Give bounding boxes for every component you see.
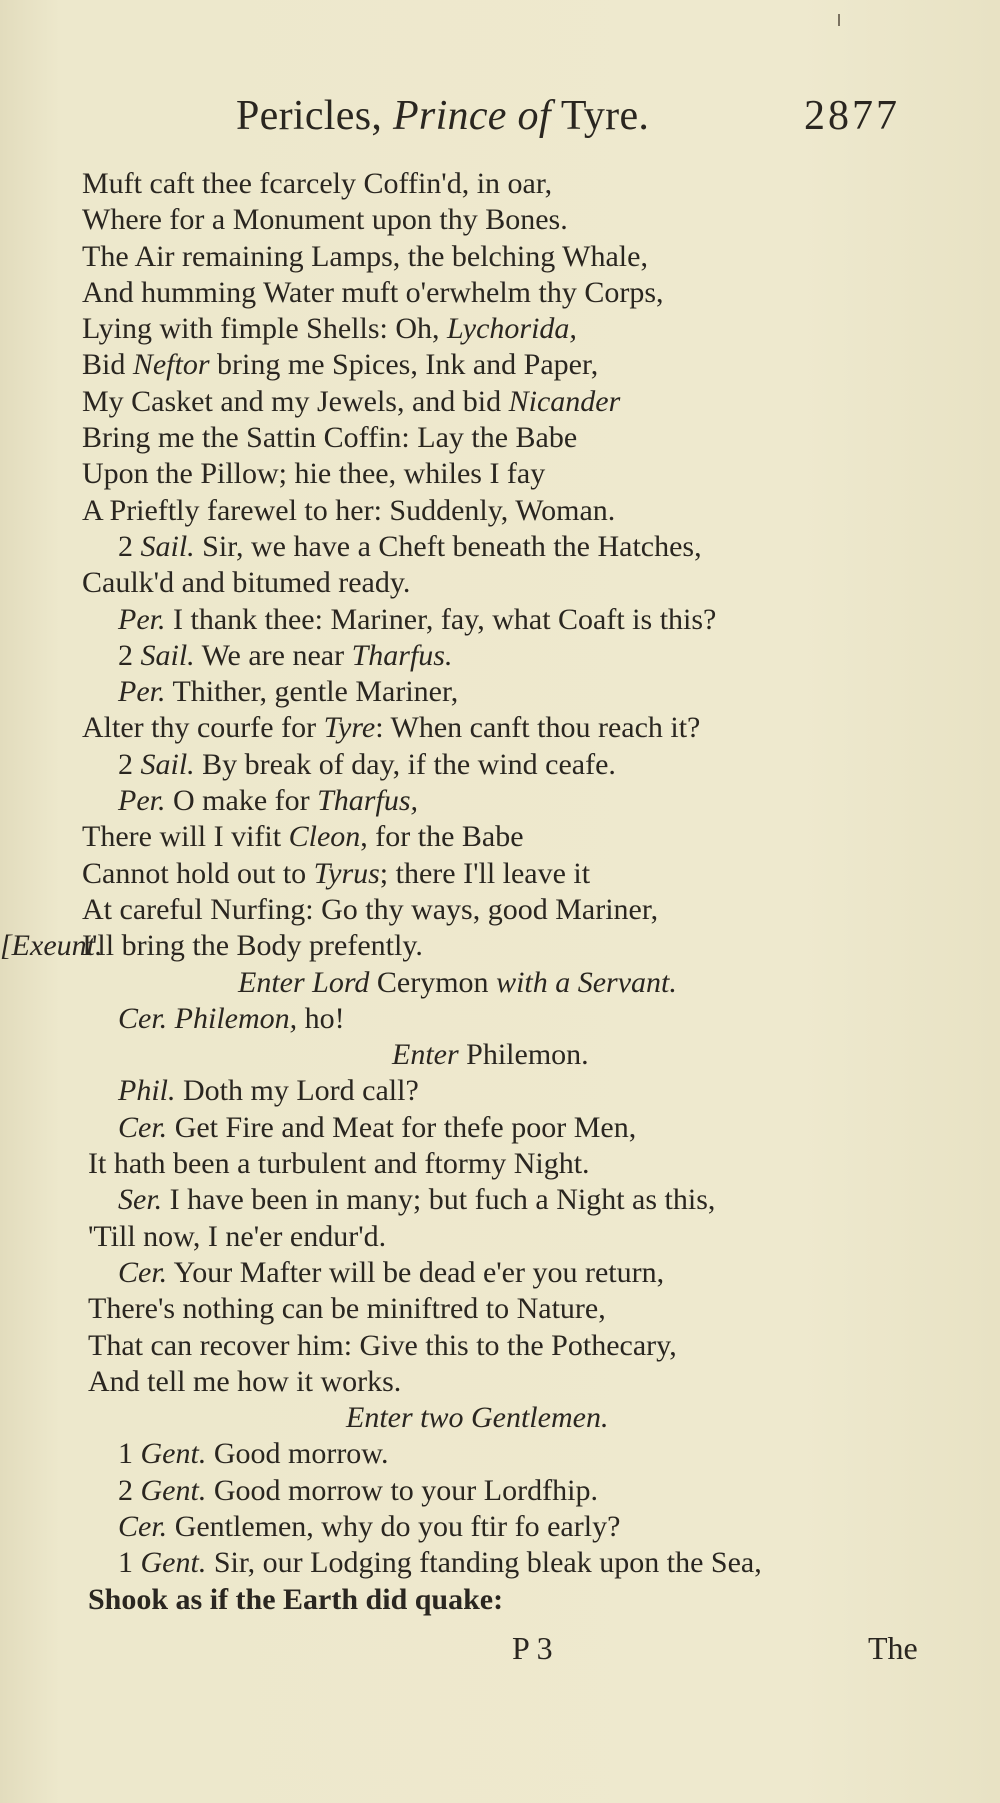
speech-line: Cer. Philemon, ho! [118,1001,345,1035]
page-footer [0,1630,1000,1680]
speech-line: 2 Gent. Good morrow to your Lordfhip. [118,1473,598,1507]
speech-line: 2 Sail. We are near Tharfus. [118,638,453,672]
speech-line: 2 Sail. Sir, we have a Cheft beneath the Hatches, [118,529,702,563]
text-line: And humming Water muft o'erwhelm thy Corps, [82,275,664,309]
text-line: Muft caft thee fcarcely Coffin'd, in oar, [82,167,553,200]
text-line: That can recover him: Give this to the Pothecary, [88,1328,677,1362]
running-title: Pericles, Prince of Tyre. [236,93,650,139]
ink-speck [838,14,840,26]
text-line: It hath been a turbulent and ftormy Night. [88,1147,590,1181]
text-line: Where for a Monument upon thy Bones. [82,203,568,237]
running-header [0,92,1000,152]
speech-line: Ser. I have been in many; but fuch a Night as this, [118,1183,716,1217]
speech-line: 2 Sail. By break of day, if the wind ceafe. [118,747,616,781]
play-text [0,166,1000,1618]
text-line: Bid Neftor bring me Spices, Ink and Paper, [82,348,599,382]
catchword: The [868,1630,918,1666]
text-line: 'Till now, I ne'er endur'd. [88,1219,387,1253]
text-line: There's nothing can be miniftred to Nature, [88,1292,606,1326]
text-line: The Air remaining Lamps, the belching Whale, [82,239,648,273]
stage-direction: Enter two Gentlemen. [346,1401,609,1435]
speech-line: Per. Thither, gentle Mariner, [118,675,459,709]
speech-line: Cer. Your Mafter will be dead e'er you return, [118,1255,665,1289]
speech-line: Phil. Doth my Lord call? [118,1074,419,1108]
text-line: Cannot hold out to Tyrus; there I'll leave it [82,856,591,890]
text-line: Lying with fimple Shells: Oh, Lychorida, [82,312,577,346]
text-line: Upon the Pillow; hie thee, whiles I fay [82,457,546,491]
text-line: A Prieftly farewel to her: Suddenly, Woman. [82,493,616,527]
speech-line: Cer. Gentlemen, why do you ftir fo early? [118,1509,621,1543]
speech-line: Per. O make for Tharfus, [118,784,418,818]
speech-line: 1 Gent. Good morrow. [118,1437,389,1471]
text-line: And tell me how it works. [88,1364,402,1398]
speech-line: Cer. Get Fire and Meat for thefe poor Men, [118,1110,637,1144]
speech-line: Per. I thank thee: Mariner, fay, what Coaft is this? [118,602,717,636]
exit-direction: [Exeunt. [0,929,103,963]
stage-direction: Enter Lord Cerymon with a Servant. [238,965,677,999]
text-line: There will I vifit Cleon, for the Babe [82,820,524,854]
stage-direction: Enter Philemon. [392,1038,589,1072]
page-number: 2877 [804,93,900,139]
text-line: At careful Nurfing: Go thy ways, good Mariner, [82,892,659,926]
text-line: Shook as if the Earth did quake: [88,1582,504,1616]
text-line: Bring me the Sattin Coffin: Lay the Babe [82,421,578,455]
signature-mark: P 3 [512,1630,553,1666]
text-line: Alter thy courfe for Tyre: When canft thou reach it? [82,711,701,745]
speech-line: 1 Gent. Sir, our Lodging ftanding bleak upon the Sea, [118,1546,762,1580]
text-line: Caulk'd and bitumed ready. [82,566,411,600]
text-line: I'll bring the Body prefently. [Exeunt. [0,929,423,963]
text-line: My Casket and my Jewels, and bid Nicander [82,384,621,418]
